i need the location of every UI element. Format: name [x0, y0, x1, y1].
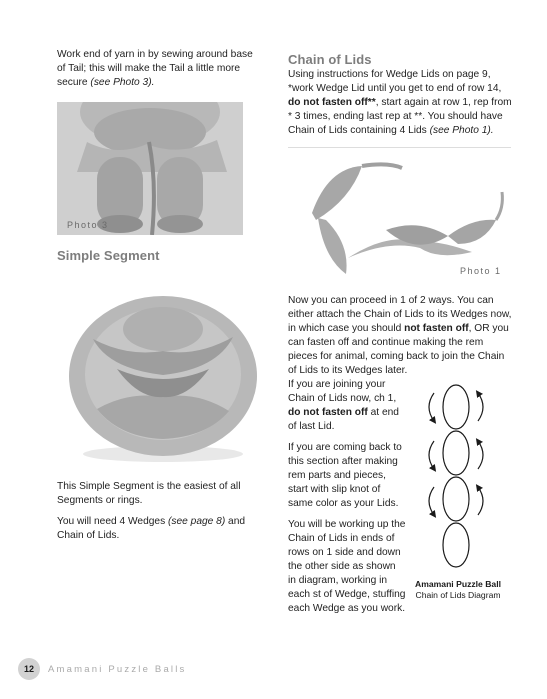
- need-page-reference: (see page 8): [168, 516, 226, 527]
- chain-of-lids-heading: Chain of Lids: [288, 52, 372, 67]
- coming-back-paragraph: If you are coming back to this section after making rem parts and pieces, start with slip knot of same color as your Lids.: [288, 442, 402, 509]
- simple-segment-heading: Simple Segment: [57, 248, 160, 263]
- photo-1-chain-of-lids: [288, 147, 511, 281]
- need-text-2: and Chain of Lids.: [57, 516, 246, 541]
- simple-segment-illustration: [57, 279, 272, 464]
- need-text: You will need 4 Wedges: [57, 516, 169, 527]
- proceed-text-2: , OR you can fasten off and continue making the rem pieces for animal, coming back to join the Chain of Lids to its Wedges later.: [288, 323, 509, 376]
- instructions-column: [288, 378, 406, 623]
- proceed-text-1: Now you can proceed in 1 of 2 ways. You can either attach the Chain of Lids to its Wedges now, in which case you should: [288, 295, 512, 334]
- photo-3-label: Photo 3: [67, 220, 109, 230]
- need-wedges-paragraph: [57, 515, 267, 543]
- working-paragraph: You will be working up the Chain of Lids in ends of rows on 1 side and down the other side as shown in diagram, working in each st of Wedge, stuffing each Wedge as you work.: [288, 519, 406, 614]
- chain-of-lids-paragraph: [288, 68, 513, 138]
- chain-text-1: Using instructions for Wedge Lids on page 9, *work Wedge Lid until you get to end of row 14,: [288, 69, 502, 94]
- chain-text-2: , start again at row 1, rep from * 3 times, ending last rep at **. You should have Chain of Lids containing 4 Lids: [288, 97, 512, 136]
- proceed-paragraph: [288, 294, 514, 378]
- intro-photo-reference: (see Photo 3).: [90, 77, 155, 88]
- simple-segment-text: This Simple Segment is the easiest of all Segments or rings.: [57, 481, 241, 506]
- page-footer: [18, 658, 187, 680]
- diagram-subtitle: Chain of Lids Diagram: [415, 590, 501, 600]
- diagram-title: Amamani Puzzle Ball: [415, 579, 501, 589]
- proceed-bold: not fasten off: [404, 323, 469, 334]
- photo-3-tail: [57, 102, 243, 235]
- intro-text: Work end of yarn in by sewing around base of Tail; this will make the Tail a little more secure: [57, 49, 253, 88]
- joining-bold: do not fasten off: [288, 407, 368, 418]
- diagram-caption: [404, 579, 512, 601]
- chain-photo-reference: (see Photo 1).: [429, 125, 494, 136]
- chain-of-lids-diagram: [410, 383, 506, 579]
- joining-paragraph: [288, 378, 406, 434]
- chain-diagram-drawing: [410, 383, 506, 579]
- photo-1-illustration: [288, 148, 511, 281]
- page-number: 12: [18, 658, 40, 680]
- photo-3-illustration: [57, 102, 243, 235]
- intro-paragraph: [57, 48, 257, 90]
- simple-segment-paragraph: [57, 480, 267, 550]
- joining-text-2: at end of last Lid.: [288, 407, 399, 432]
- photo-1-label: Photo 1: [460, 266, 502, 276]
- book-title: Amamani Puzzle Balls: [48, 663, 187, 675]
- chain-bold-1: do not fasten off**: [288, 97, 376, 108]
- simple-segment-photo: [57, 279, 272, 464]
- joining-text-1: If you are joining your Chain of Lids now, ch 1,: [288, 379, 397, 404]
